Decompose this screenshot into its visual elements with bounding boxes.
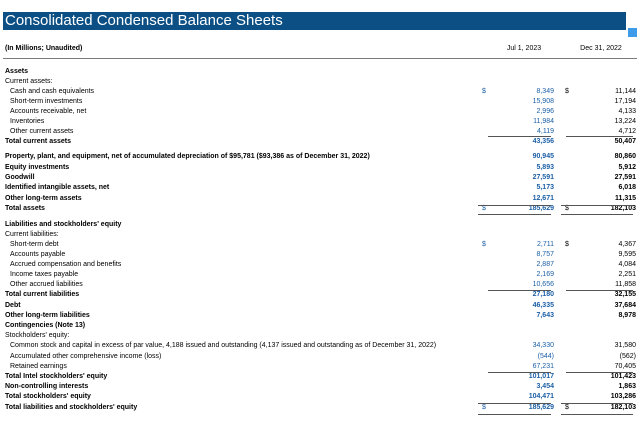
table-row — [3, 250, 637, 260]
currency-symbol: $ — [565, 241, 569, 248]
value-dec-2022: 80,860 — [614, 153, 636, 160]
value-jul-2023: 15,908 — [532, 98, 554, 105]
row-label: Total current assets — [5, 138, 72, 145]
row-label: Stockholders' equity: — [5, 332, 70, 339]
value-dec-2022: 17,194 — [614, 98, 636, 105]
row-label: Accrued compensation and benefits — [10, 261, 122, 268]
value-dec-2022: 182,103 — [610, 404, 636, 411]
value-jul-2023: 2,169 — [536, 271, 554, 278]
table-row — [3, 372, 637, 382]
value-jul-2023: 34,330 — [532, 342, 554, 349]
table-row — [3, 403, 637, 413]
value-dec-2022: 11,315 — [614, 195, 636, 202]
table-row — [3, 194, 637, 204]
total-double-line — [478, 214, 551, 215]
value-jul-2023: 3,454 — [536, 383, 554, 390]
total-line — [478, 205, 551, 206]
column-header-jul-2023: Jul 1, 2023 — [506, 45, 542, 52]
value-dec-2022: 4,084 — [618, 261, 636, 268]
row-label: Total current liabilities — [5, 291, 80, 298]
row-label: Accumulated other comprehensive income (loss) — [10, 353, 162, 360]
row-label: Short-term debt — [10, 241, 59, 248]
value-dec-2022: 70,405 — [614, 363, 636, 370]
table-row — [3, 77, 637, 87]
value-dec-2022: (562) — [619, 353, 636, 360]
table-row — [3, 137, 637, 147]
row-label: Contingencies (Note 13) — [5, 322, 86, 329]
table-row — [3, 392, 637, 402]
row-label: Property, plant, and equipment, net of accumulated depreciation of $95,781 ($93,386 as of December 31, 2022) — [5, 153, 370, 160]
currency-symbol: $ — [565, 88, 569, 95]
table-row — [3, 97, 637, 107]
table-row — [3, 362, 637, 372]
table-row — [3, 290, 637, 300]
row-label: Other long-term liabilities — [5, 312, 90, 319]
row-label: Accounts payable — [10, 251, 66, 258]
value-dec-2022: 4,133 — [618, 108, 636, 115]
value-dec-2022: 101,423 — [610, 373, 636, 380]
row-label: Accounts receivable, net — [10, 108, 87, 115]
value-dec-2022: 6,018 — [618, 184, 636, 191]
value-dec-2022: 8,978 — [618, 312, 636, 319]
value-jul-2023: 185,629 — [528, 205, 554, 212]
table-row — [3, 67, 637, 77]
value-jul-2023: 8,757 — [536, 251, 554, 258]
title-bar — [3, 12, 626, 30]
value-jul-2023: 2,887 — [536, 261, 554, 268]
table-row — [3, 280, 637, 290]
value-jul-2023: 185,629 — [528, 404, 554, 411]
currency-symbol: $ — [482, 404, 486, 411]
value-jul-2023: 8,349 — [536, 88, 554, 95]
accent-square-icon — [628, 28, 637, 37]
units-label: (In Millions; Unaudited) — [5, 45, 83, 52]
table-row — [3, 220, 637, 230]
value-jul-2023: 2,711 — [537, 241, 554, 248]
value-dec-2022: 50,407 — [614, 138, 636, 145]
table-row — [3, 240, 637, 250]
table-row — [3, 117, 637, 127]
row-label: Current liabilities: — [5, 231, 59, 238]
table-row — [3, 183, 637, 193]
row-label: Common stock and capital in excess of par value, 4,188 issued and outstanding (4,137 issued and outstanding as of December 31, 2022) — [10, 342, 437, 349]
value-jul-2023: 2,996 — [536, 108, 554, 115]
value-jul-2023: 11,984 — [533, 118, 554, 125]
table-row — [3, 331, 637, 341]
row-label: Other accrued liabilities — [10, 281, 83, 288]
row-label: Inventories — [10, 118, 45, 125]
value-dec-2022: 182,103 — [610, 205, 636, 212]
page-title: Consolidated Condensed Balance Sheets — [5, 12, 283, 29]
value-jul-2023: 101,017 — [528, 373, 554, 380]
value-dec-2022: 103,286 — [610, 393, 636, 400]
value-jul-2023: 90,945 — [532, 153, 554, 160]
table-row — [3, 107, 637, 117]
row-label: Equity investments — [5, 164, 70, 171]
currency-symbol: $ — [565, 404, 569, 411]
currency-symbol: $ — [482, 241, 486, 248]
total-double-line — [561, 414, 633, 415]
subtotal-line — [488, 136, 551, 137]
row-label: Assets — [5, 68, 28, 75]
table-header — [3, 38, 637, 59]
table-row — [3, 163, 637, 173]
value-jul-2023: (544) — [537, 353, 554, 360]
value-dec-2022: 9,595 — [618, 251, 636, 258]
table-row — [3, 311, 637, 321]
value-jul-2023: 7,643 — [536, 312, 554, 319]
row-label: Retained earnings — [10, 363, 67, 370]
value-jul-2023: 5,893 — [536, 164, 554, 171]
currency-symbol: $ — [482, 88, 486, 95]
row-label: Total stockholders' equity — [5, 393, 91, 400]
subtotal-line — [566, 136, 633, 137]
subtotal-line — [488, 290, 551, 291]
currency-symbol: $ — [482, 205, 486, 212]
column-header-dec-2022: Dec 31, 2022 — [580, 45, 622, 52]
table-row — [3, 352, 637, 362]
value-jul-2023: 10,656 — [532, 281, 554, 288]
total-double-line — [478, 414, 551, 415]
table-row — [3, 382, 637, 392]
table-row — [3, 321, 637, 331]
value-dec-2022: 4,367 — [618, 241, 636, 248]
value-dec-2022: 27,591 — [614, 174, 636, 181]
row-label: Total Intel stockholders' equity — [5, 373, 108, 380]
table-row — [3, 87, 637, 97]
row-label: Identified intangible assets, net — [5, 184, 110, 191]
total-line — [561, 403, 633, 404]
value-jul-2023: 27,591 — [532, 174, 554, 181]
total-line — [561, 205, 633, 206]
row-label: Short-term investments — [10, 98, 83, 105]
value-jul-2023: 67,231 — [532, 363, 554, 370]
value-jul-2023: 46,335 — [532, 302, 554, 309]
row-label: Non-controlling interests — [5, 383, 89, 390]
row-label: Total assets — [5, 205, 45, 212]
value-dec-2022: 1,863 — [618, 383, 636, 390]
row-label: Debt — [5, 302, 21, 309]
value-jul-2023: 5,173 — [536, 184, 554, 191]
row-label: Liabilities and stockholders' equity — [5, 221, 122, 228]
value-dec-2022: 2,251 — [618, 271, 636, 278]
subtotal-line — [566, 290, 633, 291]
total-line — [478, 403, 551, 404]
table-row — [3, 260, 637, 270]
row-label: Other long-term assets — [5, 195, 82, 202]
value-jul-2023: 104,471 — [528, 393, 554, 400]
value-dec-2022: 4,712 — [618, 128, 636, 135]
row-label: Goodwill — [5, 174, 35, 181]
table-row — [3, 173, 637, 183]
row-label: Income taxes payable — [10, 271, 79, 278]
value-dec-2022: 5,912 — [618, 164, 636, 171]
total-double-line — [561, 214, 633, 215]
subtotal-line — [488, 372, 551, 373]
subtotal-line — [566, 372, 633, 373]
value-dec-2022: 11,144 — [615, 88, 636, 95]
value-dec-2022: 31,580 — [614, 342, 636, 349]
value-jul-2023: 4,119 — [537, 128, 554, 135]
row-label: Other current assets — [10, 128, 74, 135]
row-label: Cash and cash equivalents — [10, 88, 95, 95]
currency-symbol: $ — [565, 205, 569, 212]
table-row — [3, 301, 637, 311]
table-row — [3, 152, 637, 162]
table-row — [3, 341, 637, 351]
table-row — [3, 270, 637, 280]
row-label: Current assets: — [5, 78, 53, 85]
table-row — [3, 230, 637, 240]
value-dec-2022: 37,684 — [614, 302, 636, 309]
value-dec-2022: 11,858 — [615, 281, 636, 288]
value-jul-2023: 12,671 — [532, 195, 554, 202]
value-jul-2023: 27,180 — [532, 291, 554, 298]
value-jul-2023: 43,356 — [532, 138, 554, 145]
value-dec-2022: 32,155 — [614, 291, 636, 298]
value-dec-2022: 13,224 — [614, 118, 636, 125]
row-label: Total liabilities and stockholders' equity — [5, 404, 138, 411]
